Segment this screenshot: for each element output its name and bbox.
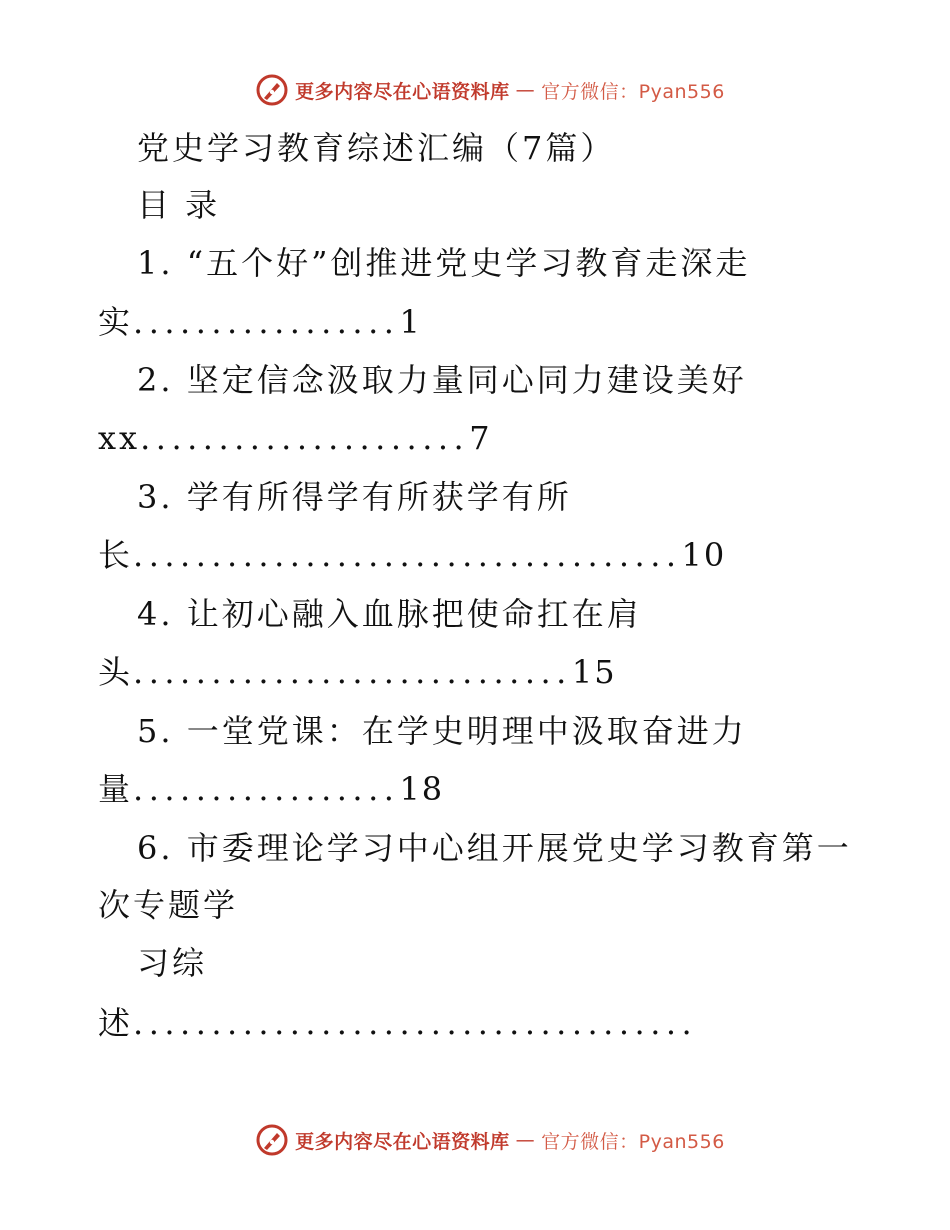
header-banner bbox=[0, 70, 950, 110]
toc-entry-1-tail: 实 bbox=[98, 303, 134, 341]
toc-entry-6-line3: 习综 bbox=[137, 944, 208, 982]
pen-logo-icon bbox=[255, 73, 289, 107]
toc-entry-5-leader bbox=[98, 769, 444, 809]
toc-entry-5-dots: ................. bbox=[133, 770, 400, 808]
toc-entry-2-dots: ..................... bbox=[140, 419, 470, 457]
toc-entry-1-leader bbox=[98, 302, 422, 342]
toc-entry-1-page: 1 bbox=[399, 303, 422, 341]
toc-entry-1-dots: ................. bbox=[133, 303, 400, 341]
toc-entry-2-page: 7 bbox=[469, 419, 492, 457]
toc-entry-3-dots: ................................... bbox=[133, 536, 682, 574]
toc-entry-3-page: 10 bbox=[681, 536, 727, 574]
footer-banner-main-text: 更多内容尽在心语资料库 bbox=[295, 1130, 510, 1153]
footer-banner bbox=[0, 1120, 950, 1160]
toc-entry-3-leader bbox=[98, 535, 726, 575]
toc-entry-5-page: 18 bbox=[399, 770, 445, 808]
toc-entry-6-leader bbox=[98, 1003, 697, 1043]
toc-entry-4: 4. 让初心融入血脉把使命扛在肩 bbox=[137, 595, 642, 633]
toc-entry-6-line2: 次专题学 bbox=[98, 886, 239, 924]
footer-banner-wechat-text: 官方微信：Pyan556 bbox=[541, 1130, 725, 1153]
toc-entry-6: 6. 市委理论学习中心组开展党史学习教育第一 bbox=[137, 829, 852, 867]
toc-entry-2-leader bbox=[98, 418, 492, 458]
footer-banner-dash: — bbox=[515, 1129, 536, 1151]
toc-entry-4-leader bbox=[98, 652, 617, 692]
document-title: 党史学习教育综述汇编（7篇） bbox=[137, 129, 616, 167]
banner-main-text: 更多内容尽在心语资料库 bbox=[295, 80, 510, 103]
toc-entry-3: 3. 学有所得学有所获学有所 bbox=[137, 478, 572, 516]
toc-entry-5-tail: 量 bbox=[98, 770, 134, 808]
toc-entry-4-tail: 头 bbox=[98, 653, 134, 691]
toc-entry-6-dots: .................................... bbox=[133, 1004, 698, 1042]
toc-entry-5: 5. 一堂党课：在学史明理中汲取奋进力 bbox=[137, 712, 747, 750]
toc-entry-4-dots: ............................ bbox=[133, 653, 572, 691]
toc-entry-2: 2. 坚定信念汲取力量同心同力建设美好 bbox=[137, 361, 747, 399]
toc-entry-4-page: 15 bbox=[571, 653, 617, 691]
toc-entry-2-tail: xx bbox=[98, 419, 141, 457]
banner-dash: — bbox=[515, 79, 536, 101]
toc-entry-1: 1. “五个好”创推进党史学习教育走深走 bbox=[137, 244, 751, 282]
toc-entry-3-tail: 长 bbox=[98, 536, 134, 574]
toc-heading: 目 录 bbox=[137, 186, 221, 224]
pen-logo-icon bbox=[255, 1123, 289, 1157]
banner-content bbox=[255, 73, 725, 107]
footer-banner-content bbox=[255, 1123, 725, 1157]
toc-entry-6-tail: 述 bbox=[98, 1004, 134, 1042]
banner-wechat-text: 官方微信：Pyan556 bbox=[541, 80, 725, 103]
